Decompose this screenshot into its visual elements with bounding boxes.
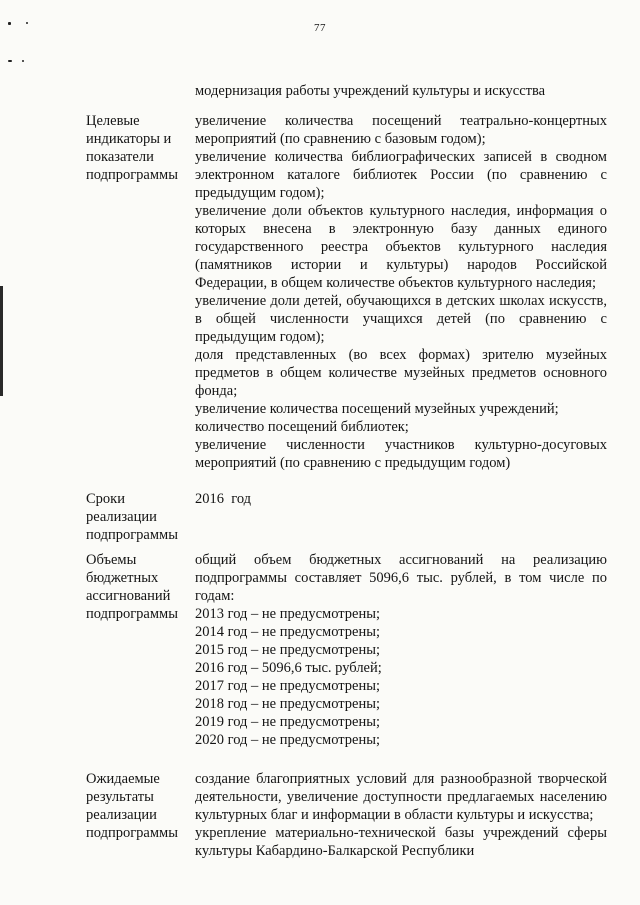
scan-speck — [8, 60, 12, 62]
funding-intro: общий объем бюджетных ассигнований на реализацию подпрограммы составляет 5096,6 тыс. рублей, в том числе по годам: — [195, 552, 607, 604]
funding-year: 2017 год – не предусмотрены; — [195, 678, 381, 694]
scan-speck — [22, 60, 24, 62]
indicator-item: увеличение количества посещений театрально-концертных мероприятий (по сравнению с базовым годом); — [195, 113, 607, 147]
intro-line: модернизация работы учреждений культуры и искусства — [195, 83, 546, 99]
section-content-terms — [195, 490, 607, 508]
funding-year: 2019 год – не предусмотрены; — [195, 714, 381, 730]
indicator-item: увеличение количества библиографических записей в сводном электронном каталоге библиотек России (по сравнению с предыдущим годом); — [195, 149, 607, 201]
indicator-item: увеличение доли детей, обучающихся в детских школах искусств, в общей численности учащихся детей (по сравнению с предыдущим годом); — [195, 293, 607, 345]
indicator-item: доля представленных (во всех формах) зрителю музейных предметов в общем количестве музейных предметов основного фонда; — [195, 347, 607, 399]
funding-year: 2014 год – не предусмотрены; — [195, 624, 381, 640]
result-item: укрепление материально-технической базы учреждений сферы культуры Кабардино-Балкарской Республики — [195, 825, 607, 859]
terms-text: 2016 год — [195, 491, 252, 507]
section-content-results — [195, 770, 607, 860]
indicator-item: увеличение численности участников культурно-досуговых мероприятий (по сравнению с предыдущим годом) — [195, 437, 607, 471]
funding-year: 2016 год – 5096,6 тыс. рублей; — [195, 660, 382, 676]
funding-year: 2020 год – не предусмотрены; — [195, 732, 381, 748]
section-label-terms: Сроки реализации подпрограммы — [86, 491, 178, 543]
section-content-indicators — [195, 112, 607, 472]
result-item: создание благоприятных условий для разнообразной творческой деятельности, увеличение доступности предлагаемых населению культурных благ и информации в области культуры и искусства; — [195, 771, 607, 823]
section-label-results: Ожидаемые результаты реализации подпрограммы — [86, 771, 178, 841]
section-label-funding: Объемы бюджетных ассигнований подпрограммы — [86, 552, 178, 622]
page-number: 77 — [314, 22, 326, 34]
funding-year: 2015 год – не предусмотрены; — [195, 642, 381, 658]
scan-edge-bar — [0, 286, 3, 396]
section-content-funding — [195, 551, 607, 749]
indicator-item: увеличение доли объектов культурного наследия, информация о которых внесена в электронную базу данных единого государственного реестра объектов культурного наследия (памятников истории и культуры) народов Российской Федерации, в общем количестве объектов культурного наследия; — [195, 203, 607, 291]
indicator-item: увеличение количества посещений музейных учреждений; — [195, 401, 559, 417]
funding-year: 2018 год – не предусмотрены; — [195, 696, 381, 712]
indicator-item: количество посещений библиотек; — [195, 419, 409, 435]
section-label-indicators: Целевые индикаторы и показатели подпрограммы — [86, 113, 178, 183]
funding-year: 2013 год – не предусмотрены; — [195, 606, 381, 622]
